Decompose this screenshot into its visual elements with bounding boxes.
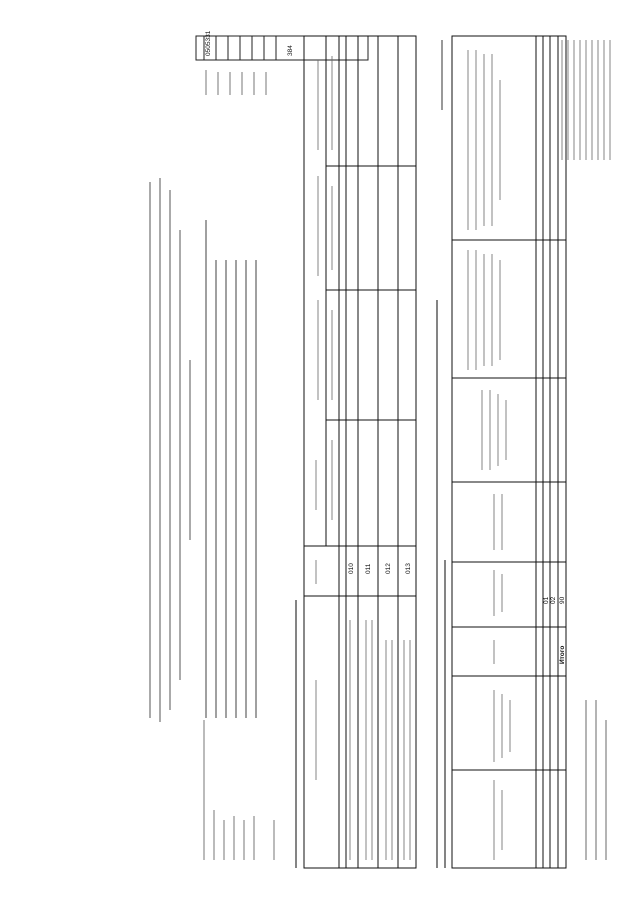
row-code-012: 012: [385, 563, 392, 574]
row-code-02: 02: [550, 596, 557, 604]
document-title-block: [150, 178, 190, 722]
row-code-010: 010: [348, 563, 355, 574]
section1-header-text: [316, 56, 332, 780]
okei-code: 384: [287, 45, 294, 56]
okud-code: 0505331: [205, 30, 212, 56]
codes-labels: [206, 70, 266, 95]
appendix-header-block: [562, 40, 610, 160]
section2-header-text: [468, 50, 510, 860]
section2-heading: [437, 300, 445, 868]
section1-table: [304, 36, 416, 868]
row-code-01: 01: [543, 596, 550, 604]
section1-row-labels: [350, 620, 410, 860]
row-code-90: 90: [559, 596, 566, 604]
codes-box: [196, 36, 368, 60]
form-fields: [204, 720, 274, 860]
row-code-013: 013: [405, 563, 412, 574]
form-field-underlines: [206, 220, 256, 718]
total-label: Итого: [559, 645, 566, 664]
row-code-011: 011: [365, 563, 372, 574]
signature-lines: [586, 700, 606, 860]
section2-table: [452, 36, 566, 868]
